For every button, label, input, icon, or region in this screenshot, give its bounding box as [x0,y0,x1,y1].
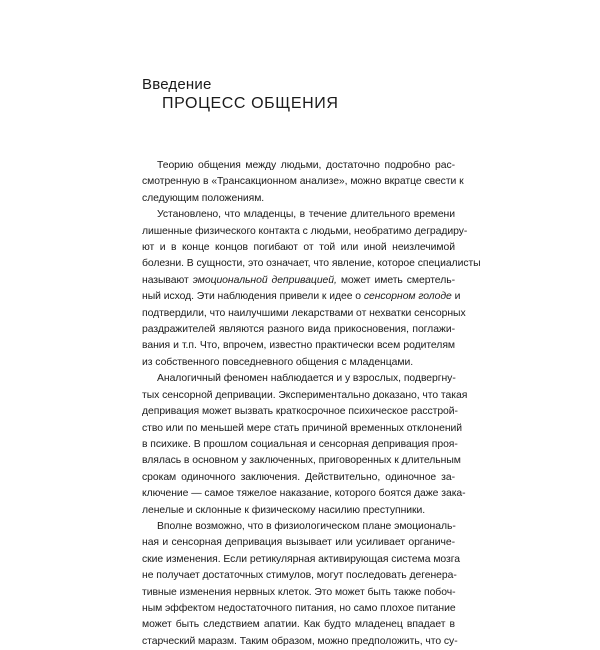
text-line [142,273,455,289]
text-line: из собственного повседневного общения с младенцами. [142,356,414,368]
text-line: ют и в конце концов погибают от той или иной неизлечимой [142,242,455,254]
chapter-title: ПРОЦЕСС ОБЩЕНИЯ [162,95,339,112]
text-line: раздражителей являются разного вида прикосновения, поглажи- [142,324,455,336]
text-line: ным эффектом недостаточного питания, но само плохое питание [142,602,456,614]
paragraph-1 [142,158,464,207]
paragraph-2 [142,207,481,371]
chapter-label: Введение [142,76,212,93]
paragraph-4 [142,519,460,650]
text-line: влялась в основном у заключенных, приговоренных к длительным [142,455,461,467]
emphasis-sensory-hunger: сенсорном голоде [363,291,452,303]
paragraph-3 [142,371,468,519]
text-line: может быть следствием апатии. Как будто младенец впадает в [142,619,455,631]
text-line: ство или по меньшей мере стать причиной временных отклонений [142,422,463,434]
text-line [142,289,461,305]
text-line: подтвердили, что наилучшими лекарствами от нехватки сенсорных [142,307,466,319]
text-fragment: называют [142,274,193,286]
text-line: депривация может вызвать краткосрочное психическое расстрой- [142,406,458,418]
text-line: ские изменения. Если ретикулярная активирующая система мозга [142,553,460,565]
text-line: Теорию общения между людьми, достаточно подробно рас- [157,160,455,171]
text-line: ная и сенсорная депривация вызывает или усиливает органиче- [142,537,455,549]
body-text [142,158,481,650]
text-line: старческий маразм. Таким образом, можно предположить, что су- [142,635,458,647]
text-line: тивные изменения нервных клеток. Это может быть также побоч- [142,586,456,598]
text-line: смотренную в «Трансакционном анализе», можно вкратце свести к [142,176,464,188]
text-line: болезни. В сущности, это означает, что явление, которое специалисты [142,258,481,270]
text-fragment: и [454,291,461,303]
text-line: ключение — самое тяжелое наказание, которого боятся даже зака- [142,488,466,500]
text-line: Аналогичный феномен наблюдается и у взрослых, подвергну- [157,373,456,385]
text-line: срокам одиночного заключения. Действительно, одиночное за- [142,471,455,483]
text-line: Установлено, что младенцы, в течение длительного времени [157,209,455,221]
text-fragment: ный исход. Эти наблюдения привели к идее о [142,291,364,303]
text-line: лишенные физического контакта с людьми, необратимо деградиру- [142,225,468,237]
text-line: в психике. В прошлом социальная и сенсорная депривация проя- [142,438,458,450]
text-fragment: может иметь смертель- [340,274,455,286]
text-line: не получает достаточных стимулов, могут последовать дегенера- [142,570,457,582]
text-line: Вполне возможно, что в физиологическом плане эмоциональ- [157,520,456,532]
text-line: ленелые и склонные к физическому насилию преступники. [142,504,426,516]
text-line: следующим положениям. [142,192,265,204]
emphasis-deprivation: эмоциональной депривацией, [192,274,337,286]
text-line: вания и т.п. Что, впрочем, известно практически всем родителям [142,340,455,352]
text-line: тых сенсорной депривации. Экспериментально доказано, что такая [142,389,468,401]
